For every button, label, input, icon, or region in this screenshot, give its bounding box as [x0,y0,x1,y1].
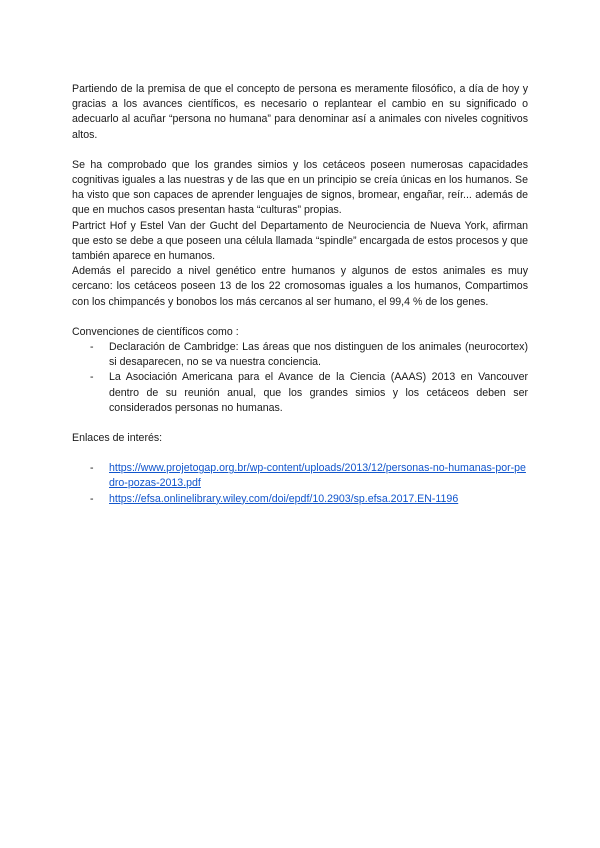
conventions-list-item [72,340,528,370]
links-list [72,461,528,507]
links-heading: Enlaces de interés: [72,432,163,445]
document-page [72,82,528,507]
conventions-list-item [72,370,528,416]
paragraph-spacer [72,446,528,461]
projetogap-link[interactable]: https://www.projetogap.org.br/wp-content/uploads/2013/12/personas-no-humanas-por-pedro-pozas-2013.pdf [109,462,526,490]
dash-bullet: - [90,462,94,475]
links-list-item [72,492,528,507]
conventions-list [72,340,528,416]
efsa-link[interactable]: https://efsa.onlinelibrary.wiley.com/doi/epdf/10.2903/sp.efsa.2017.EN-1196 [109,492,459,505]
conventions-item-text: La Asociación Americana para el Avance de la Ciencia (AAAS) 2013 en Vancouver dentro de su reunión anual, que los grandes simios y los cetáceos deben ser considerados personas no humanas. [109,371,528,414]
conventions-heading: Convenciones de científicos como : [72,325,239,338]
dash-bullet: - [90,371,94,384]
dash-bullet: - [90,492,94,505]
dash-bullet: - [90,341,94,354]
genetics-paragraph: Además el parecido a nivel genético entre humanos y algunos de estos animales es muy cercano: los cetáceos poseen 13 de los 22 cromosomas iguales a los humanos, Compartimos con los chimpancés y bonobos los más cercanos al ser humano, el 99,4 % de los genes. [72,265,528,308]
paragraph-spacer [72,143,528,158]
spindle-paragraph: Partrict Hof y Estel Van der Gucht del Departamento de Neurociencia de Nueva York, afirman que esto se debe a que poseen una célula llamada “spindle” encargada de estos procesos y que también aparece en humanos. [72,219,528,263]
links-list-item [72,461,528,491]
conventions-item-text: Declaración de Cambridge: Las áreas que nos distinguen de los animales (neurocortex) si desaparecen, no se va nuestra conciencia. [109,341,528,369]
capacities-paragraph: Se ha comprobado que los grandes simios y los cetáceos poseen numerosas capacidades cognitivas iguales a las nuestras y de las que en un principio se creía únicas en los humanos. Se ha visto que son capaces de aprender lenguajes de signos, bromear, engañar, reír... además de que en muchos casos presentan hasta “culturas” propias. [72,158,528,217]
intro-paragraph: Partiendo de la premisa de que el concepto de persona es meramente filosófico, a día de hoy y gracias a los avances científicos, es necesario o replantear el cambio en su significado o adecuarlo al acuñar “persona no humana” para denominar así a animales con niveles cognitivos altos. [72,83,528,141]
paragraph-spacer [72,416,528,431]
paragraph-spacer [72,310,528,325]
